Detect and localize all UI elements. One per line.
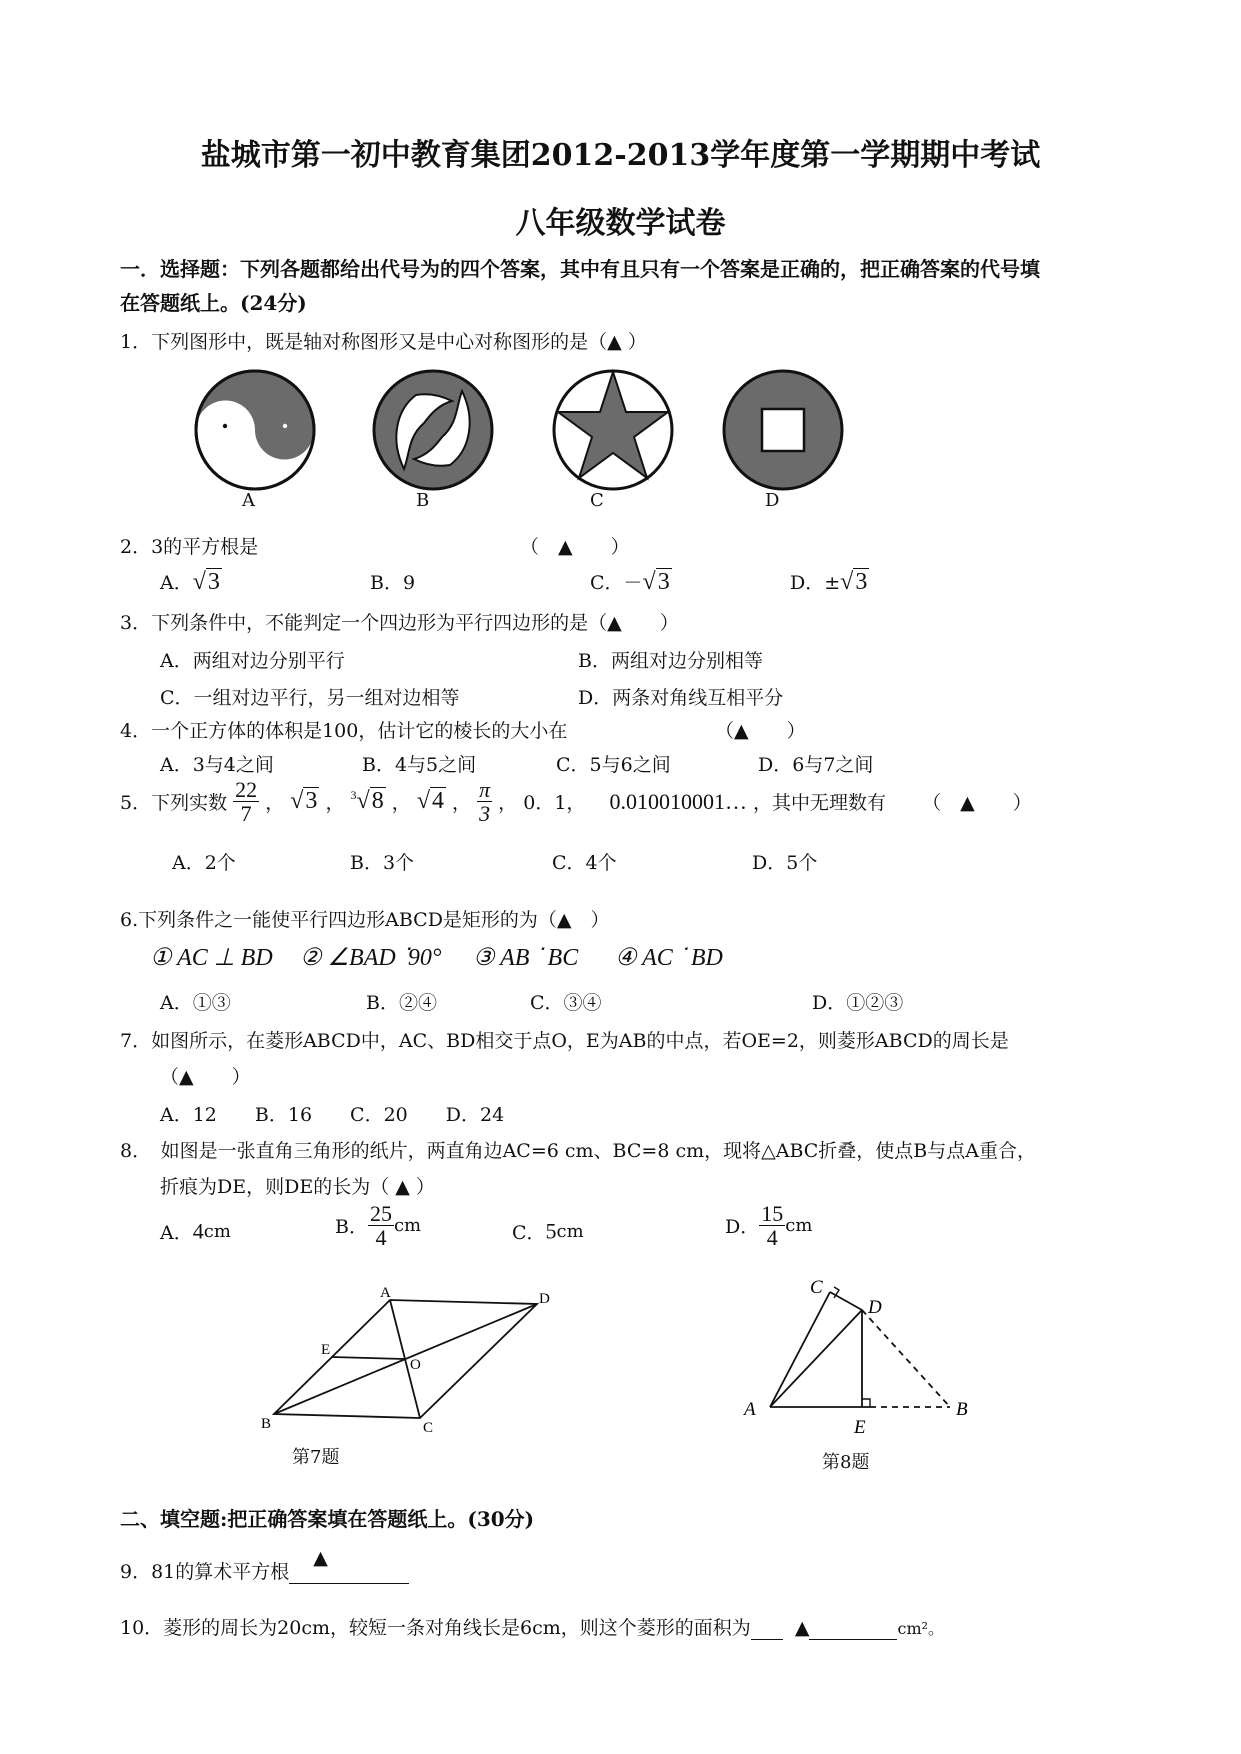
- section1-heading-line2: 在答题纸上。(24分): [120, 291, 307, 315]
- fig7-label-b: B: [261, 1416, 272, 1432]
- q5-frac-22-7: $\frac{22}{7}$: [235, 777, 258, 827]
- q1-label-a: A: [242, 490, 255, 511]
- fig8-label-c: C: [810, 1277, 823, 1298]
- q4-option-c: C．5与6之间: [556, 754, 671, 776]
- fig7-label-a: A: [380, 1285, 391, 1301]
- q6-option-d: D．①②③: [812, 992, 904, 1014]
- figure-7-rhombus: [255, 1285, 565, 1435]
- q6-cond4: ④ AC ᐝ BD: [615, 945, 723, 971]
- q5-option-a: A．2个: [172, 852, 236, 874]
- q2-option-a: A．√3: [160, 569, 220, 595]
- fig8-caption: 第8题: [822, 1452, 870, 1473]
- q6-option-c: C．③④: [530, 992, 602, 1014]
- q2-option-b: B．9: [370, 572, 416, 594]
- q3-option-b: B．两组对边分别相等: [578, 650, 763, 672]
- q5-option-b: B．3个: [350, 852, 415, 874]
- fig7-label-c: C: [423, 1420, 434, 1435]
- q6-option-a: A．①③: [160, 992, 231, 1014]
- q1-text: 1．下列图形中，既是轴对称图形又是中心对称图形的是（▲ ）: [120, 331, 647, 353]
- q8-text-line1: 8． 如图是一张直角三角形的纸片，两直角边AC=6 cm、BC=8 cm，现将△ABC折叠，使点B与点A重合，: [120, 1140, 1036, 1162]
- fig8-label-d: D: [868, 1297, 882, 1318]
- q3-option-d: D．两条对角线互相平分: [578, 687, 784, 709]
- fig7-caption: 第7题: [292, 1447, 340, 1468]
- q6-text: 6.下列条件之一能使平行四边形ABCD是矩形的为（▲ ）: [120, 909, 610, 931]
- q3-option-c: C．一组对边平行，另一组对边相等: [160, 687, 460, 709]
- star-circle-figure: [548, 365, 678, 495]
- q4-paren: （▲ ）: [715, 720, 806, 742]
- q8-option-a: A．4cm: [160, 1218, 231, 1244]
- q7-paren: （▲ ）: [160, 1066, 251, 1088]
- q9-line: 9．81的算术平方根 ▲: [120, 1557, 409, 1584]
- fig7-label-o: O: [410, 1357, 421, 1373]
- q5-option-c: C．4个: [552, 852, 617, 874]
- q1-label-c: C: [590, 490, 604, 511]
- q6-cond3: ③ AB ᐝ BC: [473, 945, 579, 971]
- q2-paren: （ ▲ ）: [520, 536, 630, 558]
- exam-subtitle: 八年级数学试卷: [515, 206, 726, 241]
- q3-text: 3．下列条件中，不能判定一个四边形为平行四边形的是（▲ ）: [120, 612, 679, 634]
- q4-text: 4．一个正方体的体积是100，估计它的棱长的大小在: [120, 720, 568, 742]
- twin-crescent-figure: [368, 365, 498, 495]
- q8-option-c: C．5cm: [512, 1218, 584, 1244]
- q6-option-b: B．②④: [366, 992, 437, 1014]
- q8-option-d: D． $\frac{15}{4}$ cm: [725, 1201, 813, 1251]
- q6-cond1: ① AC ⊥ BD: [150, 945, 273, 971]
- fig8-label-a: A: [744, 1399, 756, 1420]
- figure-8-triangle: [740, 1275, 990, 1435]
- fig7-label-e: E: [321, 1342, 331, 1358]
- q4-option-b: B．4与5之间: [362, 754, 477, 776]
- fig7-label-d: D: [539, 1291, 550, 1307]
- q1-label-b: B: [416, 490, 430, 511]
- q1-label-d: D: [765, 490, 780, 511]
- q2-text: 2．3的平方根是: [120, 536, 259, 558]
- q8-option-b: B． $\frac{25}{4}$ cm: [335, 1201, 422, 1251]
- q8-text-line2: 折痕为DE，则DE的长为（ ▲ ）: [160, 1176, 435, 1198]
- section2-heading: 二、填空题:把正确答案填在答题纸上。(30分): [120, 1507, 535, 1531]
- q10-line: 10．菱形的周长为20cm，较短一条对角线长是6cm，则这个菱形的面积为 ▲ cm²。: [120, 1617, 945, 1639]
- q4-option-a: A．3与4之间: [160, 754, 274, 776]
- exam-title: 盐城市第一初中教育集团2012-2013学年度第一学期期中考试: [200, 138, 1041, 173]
- q2-option-d: D．±√3: [790, 569, 868, 595]
- q5-line: 5．下列实数 $\frac{22}{7}$ ， √3 ， $^3$√8 ， √4 ， $\frac{\pi}{3}$ ， 0．1， 0.010010001… ，其中无理数有 （ ▲ ）: [120, 777, 1032, 827]
- q7-text: 7．如图所示，在菱形ABCD中，AC、BD相交于点O，E为AB的中点，若OE=2，则菱形ABCD的周长是: [120, 1030, 1009, 1052]
- q4-option-d: D．6与7之间: [758, 754, 874, 776]
- q2-option-c: C．－√3: [590, 569, 670, 595]
- fig8-label-b: B: [956, 1399, 968, 1420]
- fig8-label-e: E: [854, 1417, 866, 1435]
- q6-cond2: ② ∠BAD ᐝ90°: [300, 945, 442, 971]
- q5-frac-pi-3: $\frac{\pi}{3}$: [479, 777, 491, 827]
- coin-square-figure: [718, 365, 848, 495]
- yin-yang-figure: [190, 365, 320, 495]
- q3-option-a: A．两组对边分别平行: [160, 650, 345, 672]
- section1-heading-line1: 一．选择题：下列各题都给出代号为的四个答案，其中有且只有一个答案是正确的，把正确答案的代号填: [120, 257, 1040, 281]
- q5-option-d: D．5个: [752, 852, 818, 874]
- q7-options: A．12 B．16 C．20 D．24: [160, 1104, 505, 1126]
